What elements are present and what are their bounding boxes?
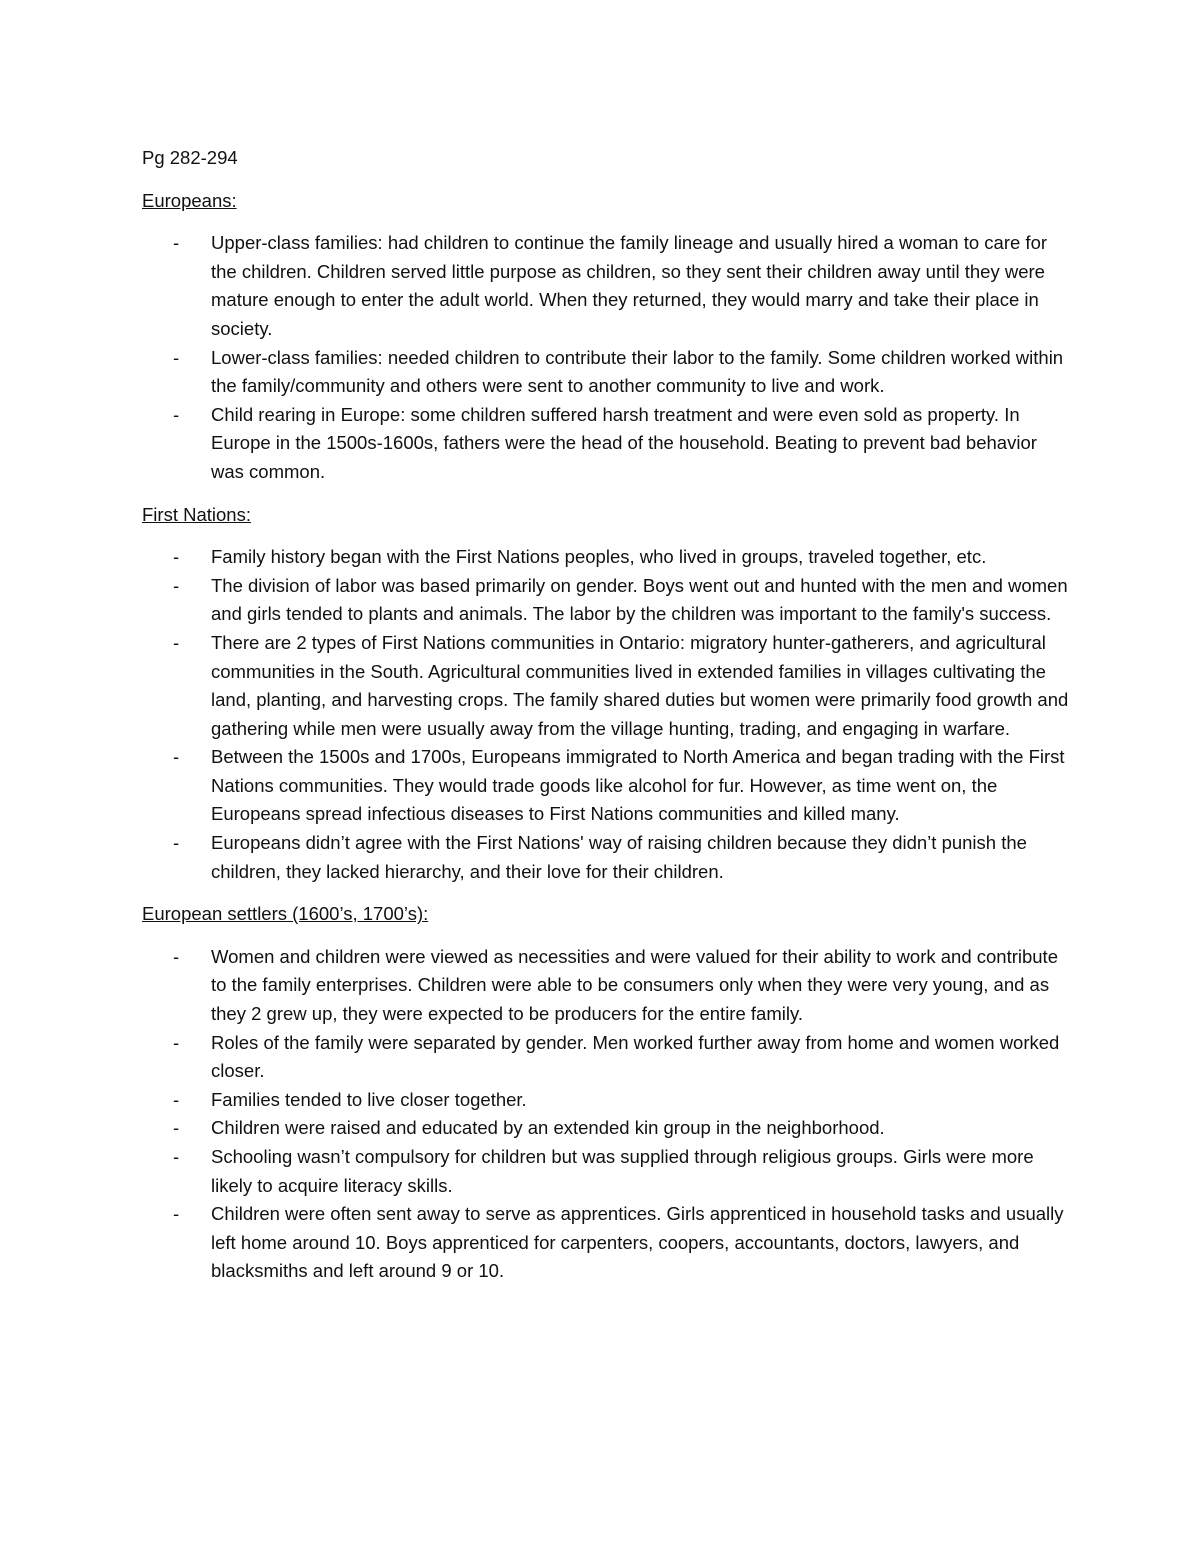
list-item xyxy=(142,1143,1072,1200)
list-item xyxy=(142,229,1072,343)
page-reference: Pg 282-294 xyxy=(142,147,238,168)
list-item-text: Children were raised and educated by an extended kin group in the neighborhood. xyxy=(211,1117,885,1139)
bullet-dash: - xyxy=(173,1117,180,1139)
list-item xyxy=(142,1200,1072,1286)
list-item-text: Europeans didn’t agree with the First Nations' way of raising children because they didn’t punish the children, they lacked hierarchy, and their love for their children. xyxy=(211,832,1027,882)
list-item-text: Child rearing in Europe: some children suffered harsh treatment and were even sold as property. In Europe in the 1500s-1600s, fathers were the head of the household. Beating to prevent bad behavior was common. xyxy=(211,403,1037,482)
list-item xyxy=(142,543,1072,572)
list-item-text: There are 2 types of First Nations communities in Ontario: migratory hunter-gatherers, and agricultural communities in the South. Agricultural communities lived in extended families in villages cultivating the land, planting, and harvesting crops. The family shared duties but women were primarily food growth and gathering while men were usually away from the village hunting, trading, and engaging in warfare. xyxy=(211,631,1069,739)
list-item-text: Upper-class families: had children to continue the family lineage and usually hired a woman to care for the children. Children served little purpose as children, so they sent their children away until they were mature enough to enter the adult world. When they returned, they would marry and take their place in society. xyxy=(211,232,1048,339)
bullet-dash: - xyxy=(173,1031,180,1053)
section-heading: Europeans: xyxy=(142,189,237,211)
list-item xyxy=(142,943,1072,1029)
bullet-dash: - xyxy=(173,403,180,425)
bullet-dash: - xyxy=(173,945,180,967)
section-european-settlers xyxy=(142,900,1072,1286)
bullet-dash: - xyxy=(173,232,180,254)
list-item xyxy=(142,344,1072,401)
bullet-dash: - xyxy=(173,346,180,368)
bullet-dash: - xyxy=(173,1203,180,1225)
list-item xyxy=(142,401,1072,487)
bullet-dash: - xyxy=(173,1088,180,1110)
list-item xyxy=(142,1114,1072,1143)
bullet-list xyxy=(142,543,1072,886)
list-item xyxy=(142,1029,1072,1086)
list-item xyxy=(142,1086,1072,1115)
bullet-dash: - xyxy=(173,631,180,653)
bullet-list xyxy=(142,229,1072,486)
bullet-dash: - xyxy=(173,574,180,596)
document-body xyxy=(142,144,1072,1300)
list-item-text: Family history began with the First Nations peoples, who lived in groups, traveled together, etc. xyxy=(211,546,987,568)
list-item-text: Schooling wasn’t compulsory for children but was supplied through religious groups. Girls were more likely to acquire literacy skills. xyxy=(211,1146,1034,1196)
list-item-text: Roles of the family were separated by gender. Men worked further away from home and women worked closer. xyxy=(211,1031,1060,1082)
list-item xyxy=(142,629,1072,743)
list-item-text: Women and children were viewed as necessities and were valued for their ability to work and contribute to the family enterprises. Children were able to be consumers only when they were very young, and as they 2 grew up, they were expected to be producers for the entire family. xyxy=(211,945,1058,1025)
list-item xyxy=(142,829,1072,886)
bullet-dash: - xyxy=(173,832,180,854)
bullet-dash: - xyxy=(173,746,180,768)
list-item-text: The division of labor was based primarily on gender. Boys went out and hunted with the men and women and girls tended to plants and animals. The labor by the children was important to the family's success. xyxy=(211,574,1068,625)
list-item-text: Between the 1500s and 1700s, Europeans immigrated to North America and began trading with the First Nations communities. They would trade goods like alcohol for fur. However, as time went on, the Europeans spread infectious diseases to First Nations communities and killed many. xyxy=(211,746,1065,825)
list-item-text: Children were often sent away to serve as apprentices. Girls apprenticed in household tasks and usually left home around 10. Boys apprenticed for carpenters, coopers, accountants, doctors, lawyers, and blacksmiths and left around 9 or 10. xyxy=(211,1203,1064,1282)
section-first-nations xyxy=(142,501,1072,887)
bullet-dash: - xyxy=(173,546,180,568)
bullet-list xyxy=(142,943,1072,1286)
list-item xyxy=(142,743,1072,829)
section-heading: First Nations: xyxy=(142,503,251,525)
bullet-dash: - xyxy=(173,1146,180,1167)
list-item xyxy=(142,572,1072,629)
list-item-text: Lower-class families: needed children to contribute their labor to the family. Some children worked within the family/community and others were sent to another community to live and work. xyxy=(211,346,1064,397)
section-europeans xyxy=(142,187,1072,487)
section-heading: European settlers (1600’s, 1700’s): xyxy=(142,903,429,925)
list-item-text: Families tended to live closer together. xyxy=(211,1088,527,1110)
